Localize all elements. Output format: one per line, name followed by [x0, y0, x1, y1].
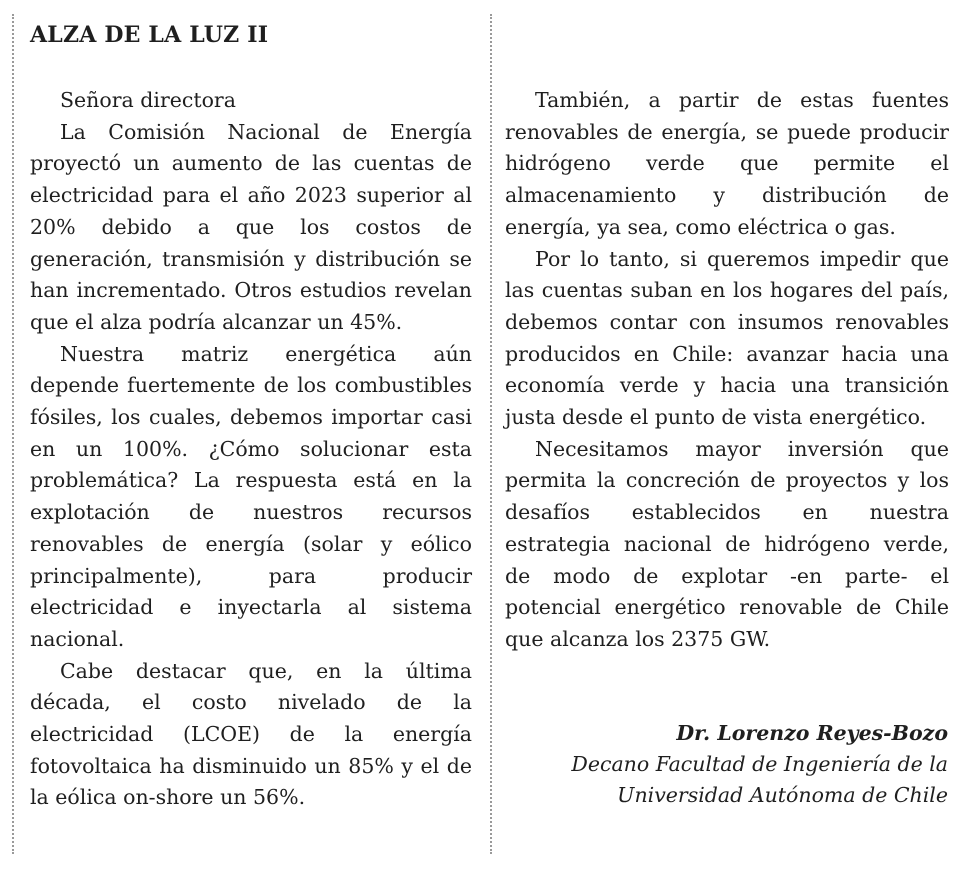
- body-paragraph: La Comisión Nacional de Energía proyectó un aumento de las cuentas de electricidad para el año 2023 superior al 20% debido a que los costos de generación, transmisión y distribución se han incrementado. Otros estudios revelan que el alza podría alcanzar un 45%.: [30, 119, 472, 334]
- body-paragraph: Cabe destacar que, en la última década, el costo nivelado de la electricidad (LCOE) de la energía fotovoltaica ha disminuido un 85% y el de la eólica on-shore un 56%.: [30, 658, 472, 810]
- body-paragraph: Necesitamos mayor inversión que permita la concreción de proyectos y los desafíos establecidos en nuestra estrategia nacional de hidrógeno verde, de modo de explotar -en parte- el potencial energético renovable de Chile que alcanza los 2375 GW.: [505, 436, 949, 651]
- author-title-line: Universidad Autónoma de Chile: [617, 783, 948, 807]
- author-name: Dr. Lorenzo Reyes-Bozo: [676, 721, 948, 745]
- salutation: Señora directora: [60, 88, 236, 112]
- body-paragraph: También, a partir de estas fuentes renovables de energía, se puede producir hidrógeno verde que permite el almacenamiento y distribución de energía, ya sea, como eléctrica o gas.: [505, 88, 949, 239]
- signature-block: [571, 718, 948, 811]
- author-title-line: Decano Facultad de Ingeniería de la: [571, 752, 948, 776]
- column-divider: [490, 14, 492, 854]
- left-column: [30, 85, 472, 814]
- left-dotted-rule: [12, 14, 14, 854]
- letter-headline: ALZA DE LA LUZ II: [30, 22, 269, 48]
- right-column: [505, 85, 949, 656]
- body-paragraph: Por lo tanto, si queremos impedir que las cuentas suban en los hogares del país, debemos contar con insumos renovables producidos en Chile: avanzar hacia una economía verde y hacia una transición justa desde el punto de vista energético.: [505, 246, 949, 430]
- body-paragraph: Nuestra matriz energética aún depende fuertemente de los combustibles fósiles, los cuales, debemos importar casi en un 100%. ¿Cómo solucionar esta problemática? La respuesta está en la explotación de nuestros recursos renovables de energía (solar y eólico principalmente), para producir electricidad e inyectarla al sistema nacional.: [30, 341, 472, 651]
